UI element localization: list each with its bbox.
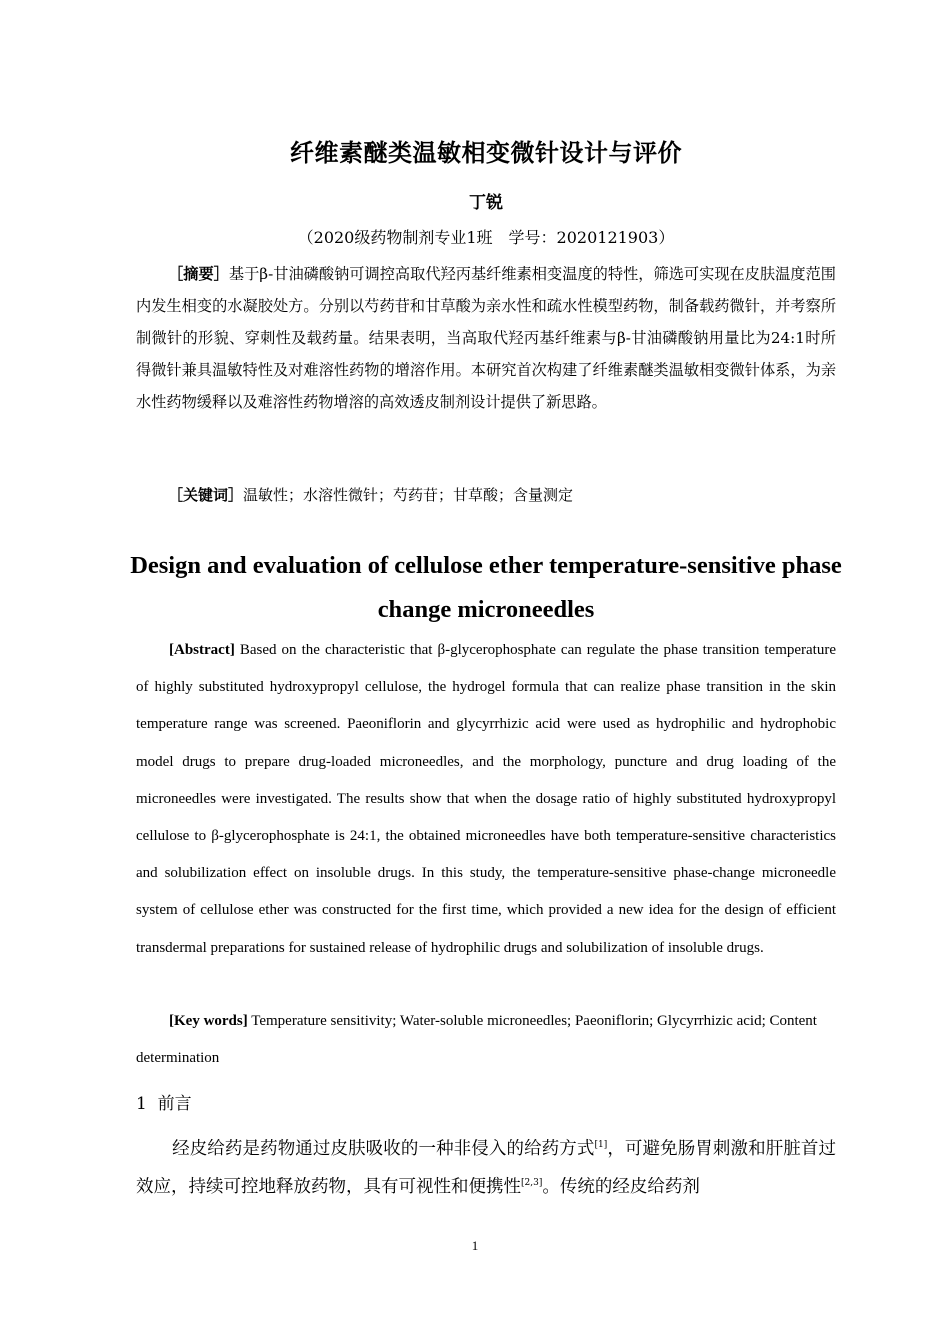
citation-ref[interactable]: [1] [594,1140,608,1150]
section-number: 1 [136,1094,147,1114]
chinese-keywords [136,479,836,511]
page-number: 1 [471,1238,479,1253]
body-paragraph [136,1130,836,1206]
chinese-keywords-text: 温敏性；水溶性微针；芍药苷；甘草酸；含量测定 [243,486,574,504]
english-abstract-text: Based on the characteristic that β-glycerophosphate can regulate the phase transition temperature of highly substituted hydroxypropyl cellulose, the hydrogel formula that can realize phase transition in the skin temperature range was screened. Paeoniflorin and glycyrrhizic acid were used as hydrophilic and hydrophobic model drugs to prepare drug-loaded microneedles, and the morphology, puncture and drug loading of the microneedles were investigated. The results show that when the dosage ratio of highly substituted hydroxypropyl cellulose to β-glycerophosphate is 24:1, the obtained microneedles have both temperature-sensitive characteristics and solubilization effect on insoluble drugs. In this study, the temperature-sensitive phase-change microneedle system of cellulose ether was constructed for the first time, which provided a new idea for the design of efficient transdermal preparations for sustained release of hydrophilic drugs and solubilization of insoluble drugs. [136,642,836,956]
chinese-abstract-text: 基于β-甘油磷酸钠可调控高取代羟丙基纤维素相变温度的特性，筛选可实现在皮肤温度范围内发生相变的水凝胶处方。分别以芍药苷和甘草酸为亲水性和疏水性模型药物，制备载药微针，并考察所制微针的形貌、穿刺性及载药量。结果表明，当高取代羟丙基纤维素与β-甘油磷酸钠用量比为24:1时所得微针兼具温敏特性及对难溶性药物的增溶作用。本研究首次构建了纤维素醚类温敏相变微针体系，为亲水性药物缓释以及难溶性药物增溶的高效透皮制剂设计提供了新思路。 [136,265,836,411]
author-name: 丁锐 [469,193,503,213]
chinese-keywords-label: ［关键词］ [168,486,244,504]
chinese-abstract [136,258,836,418]
english-abstract [136,632,836,967]
english-keywords-text: Temperature sensitivity; Water-soluble microneedles; Paeoniflorin; Glycyrrhizic acid; Content determination [136,1013,817,1066]
english-title: Design and evaluation of cellulose ether temperature-sensitive phase change microneedles [130,552,842,623]
author-affiliation: （2020级药物制剂专业1班 学号：2020121903） [297,228,675,247]
citation-ref[interactable]: [2,3] [521,1178,543,1188]
english-abstract-label: [Abstract] [169,642,235,658]
english-keywords [136,1003,836,1077]
body-text-part: ，可避免肠胃刺激和肝脏首过效应，持续可控地释放药物，具有可视性和便携性 [136,1139,837,1197]
chinese-abstract-label: ［摘要］ [168,265,229,283]
chinese-title: 纤维素醚类温敏相变微针设计与评价 [290,139,682,167]
body-text-part: 。传统的经皮给药剂 [542,1177,700,1197]
section-title: 前言 [157,1094,192,1114]
body-text-part: 经皮给药是药物通过皮肤吸收的一种非侵入的给药方式 [172,1139,595,1159]
section-heading [136,1088,192,1120]
english-keywords-label: [Key words] [169,1013,248,1029]
